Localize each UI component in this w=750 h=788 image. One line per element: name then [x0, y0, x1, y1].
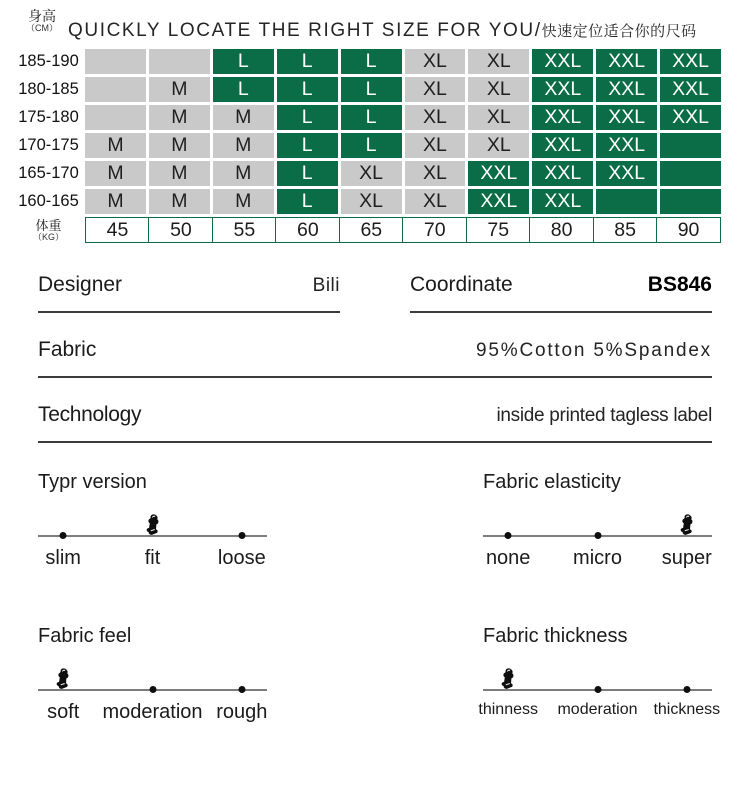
size-cell [660, 161, 721, 186]
size-cell: M [149, 105, 210, 130]
weight-cell: 65 [339, 217, 404, 243]
slider-group [0, 471, 375, 575]
size-cell: XXL [596, 133, 657, 158]
size-cell: M [213, 133, 274, 158]
weight-cell: 90 [656, 217, 721, 243]
size-cell: XXL [532, 161, 593, 186]
size-cell: L [277, 189, 338, 214]
technology-label: Technology [38, 403, 142, 426]
size-cell: XXL [660, 77, 721, 102]
coordinate-value: BS846 [647, 273, 712, 296]
weight-cell: 60 [275, 217, 340, 243]
slider-track [483, 658, 712, 698]
size-cell: M [85, 133, 146, 158]
weight-cell: 45 [85, 217, 150, 243]
size-cell: L [277, 49, 338, 74]
slider-title: Typr version [38, 471, 147, 493]
size-cell: XXL [660, 105, 721, 130]
size-cell: XL [468, 133, 529, 158]
size-cell: M [149, 133, 210, 158]
figure-marker-icon [500, 668, 517, 691]
slider-option-label: none [485, 547, 531, 569]
slider-track [38, 504, 267, 544]
size-cell: XXL [660, 49, 721, 74]
weight-row [85, 217, 721, 243]
slider-option-label: micro [573, 547, 622, 569]
weight-cell: 85 [593, 217, 658, 243]
figure-marker-icon [144, 514, 161, 537]
slider-group [375, 625, 750, 729]
weight-cell: 70 [402, 217, 467, 243]
size-cell: XXL [532, 49, 593, 74]
size-cell: L [341, 105, 402, 130]
size-cell: XL [405, 133, 466, 158]
spec-pair-designer [38, 273, 340, 313]
fabric-value: 95%Cotton 5%Spandex [476, 340, 712, 361]
size-cell: XXL [596, 77, 657, 102]
size-cell: M [149, 189, 210, 214]
size-cell [85, 49, 146, 74]
slider-stop-dot [60, 532, 67, 539]
slider-marker-icon [500, 668, 517, 691]
height-axis-title: 身高 [28, 8, 56, 24]
height-range-label: 160-165 [18, 192, 79, 210]
size-cell: XXL [596, 161, 657, 186]
height-range-label: 170-175 [18, 136, 79, 154]
size-cell: M [213, 161, 274, 186]
page-title-cn: 快速定位适合你的尺码 [541, 23, 697, 40]
spec-row-fabric [38, 338, 712, 378]
size-cell: M [85, 161, 146, 186]
slider-labels [38, 701, 267, 729]
slider-labels [478, 701, 721, 729]
slider-group-inner [38, 471, 267, 575]
size-cell: XL [405, 77, 466, 102]
size-cell: XXL [596, 49, 657, 74]
size-cell: L [277, 133, 338, 158]
size-cell: XXL [468, 189, 529, 214]
slider-group [375, 471, 750, 575]
slider-marker-icon [55, 668, 72, 691]
slider-stop-dot [683, 686, 690, 693]
size-cell [596, 189, 657, 214]
size-cell: XXL [532, 77, 593, 102]
height-axis-label [26, 9, 58, 34]
slider-option-label: fit [144, 547, 161, 569]
height-range-label: 175-180 [18, 108, 79, 126]
size-cell: XXL [532, 133, 593, 158]
size-cell: M [149, 77, 210, 102]
size-cell: XL [405, 105, 466, 130]
slider-option-label: slim [45, 547, 81, 569]
technology-value: inside printed tagless label [496, 405, 712, 426]
height-range-label: 180-185 [18, 80, 79, 98]
size-cell: L [213, 49, 274, 74]
slider-stop-dot [238, 532, 245, 539]
slider-stop-dot [149, 686, 156, 693]
coordinate-label: Coordinate [410, 273, 513, 296]
size-cell: L [341, 77, 402, 102]
slider-option-label: moderation [557, 701, 638, 718]
slider-option-label: super [661, 547, 712, 569]
size-cell: M [149, 161, 210, 186]
slider-group [0, 625, 375, 729]
size-cell: XL [405, 189, 466, 214]
size-table [15, 49, 721, 243]
weight-cell: 80 [529, 217, 594, 243]
slider-grid [0, 471, 750, 729]
size-cell: XL [341, 189, 402, 214]
slider-option-label: loose [217, 547, 266, 569]
size-cell: M [85, 189, 146, 214]
figure-marker-icon [678, 514, 695, 537]
weight-cell: 50 [148, 217, 213, 243]
spec-row [38, 273, 712, 313]
header [0, 0, 750, 42]
size-cell [85, 77, 146, 102]
weight-axis-title: 体重 [35, 218, 62, 233]
size-cell: M [213, 105, 274, 130]
slider-labels [38, 547, 267, 575]
spec-row-technology [38, 403, 712, 443]
slider-option-label: rough [216, 701, 268, 723]
size-cell: XXL [532, 189, 593, 214]
slider-stop-dot [238, 686, 245, 693]
slider-option-label: moderation [102, 701, 203, 723]
figure-marker-icon [55, 668, 72, 691]
designer-label: Designer [38, 273, 123, 296]
size-cell: M [213, 189, 274, 214]
slider-labels [483, 547, 712, 575]
slider-track [483, 504, 712, 544]
size-cell: XXL [468, 161, 529, 186]
slider-stop-dot [594, 686, 601, 693]
designer-value: Bili [312, 275, 340, 296]
size-cell [660, 189, 721, 214]
size-cell [660, 133, 721, 158]
slider-marker-icon [144, 514, 161, 537]
weight-cell: 55 [212, 217, 277, 243]
size-cell: XL [341, 161, 402, 186]
slider-option-label: thinness [478, 701, 538, 718]
slider-stop-dot [505, 532, 512, 539]
size-cell: L [213, 77, 274, 102]
size-cell: XXL [596, 105, 657, 130]
slider-stop-dot [594, 532, 601, 539]
slider-option-label: thickness [653, 701, 721, 718]
size-cell: XL [405, 161, 466, 186]
fabric-label: Fabric [38, 338, 97, 361]
size-cell [149, 49, 210, 74]
slider-option-label: soft [47, 701, 80, 723]
size-cell: L [277, 105, 338, 130]
page-title-en: QUICKLY LOCATE THE RIGHT SIZE FOR YOU/ [68, 20, 542, 41]
slider-marker-icon [678, 514, 695, 537]
weight-axis-unit: （KG） [32, 231, 64, 242]
slider-title: Fabric feel [38, 625, 132, 647]
height-range-label: 185-190 [18, 52, 79, 70]
slider-group-inner [38, 625, 267, 729]
size-cell: L [341, 133, 402, 158]
size-cell [85, 105, 146, 130]
page-title [68, 9, 697, 42]
size-cell: XL [468, 105, 529, 130]
slider-group-inner [478, 625, 721, 729]
size-cell: XL [468, 77, 529, 102]
size-cell: L [277, 77, 338, 102]
size-cell: L [341, 49, 402, 74]
slider-title: Fabric elasticity [483, 471, 621, 493]
spec-section [38, 273, 712, 443]
height-axis-unit: （CM） [26, 23, 58, 34]
size-cell: L [277, 161, 338, 186]
slider-title: Fabric thickness [483, 625, 628, 647]
height-range-label: 165-170 [18, 164, 79, 182]
size-cell: XL [405, 49, 466, 74]
size-cell: XXL [532, 105, 593, 130]
size-cell: XL [468, 49, 529, 74]
slider-group-inner [483, 471, 712, 575]
weight-cell: 75 [466, 217, 531, 243]
weight-axis-label [15, 217, 82, 243]
slider-track [38, 658, 267, 698]
spec-pair-coordinate [410, 273, 712, 313]
